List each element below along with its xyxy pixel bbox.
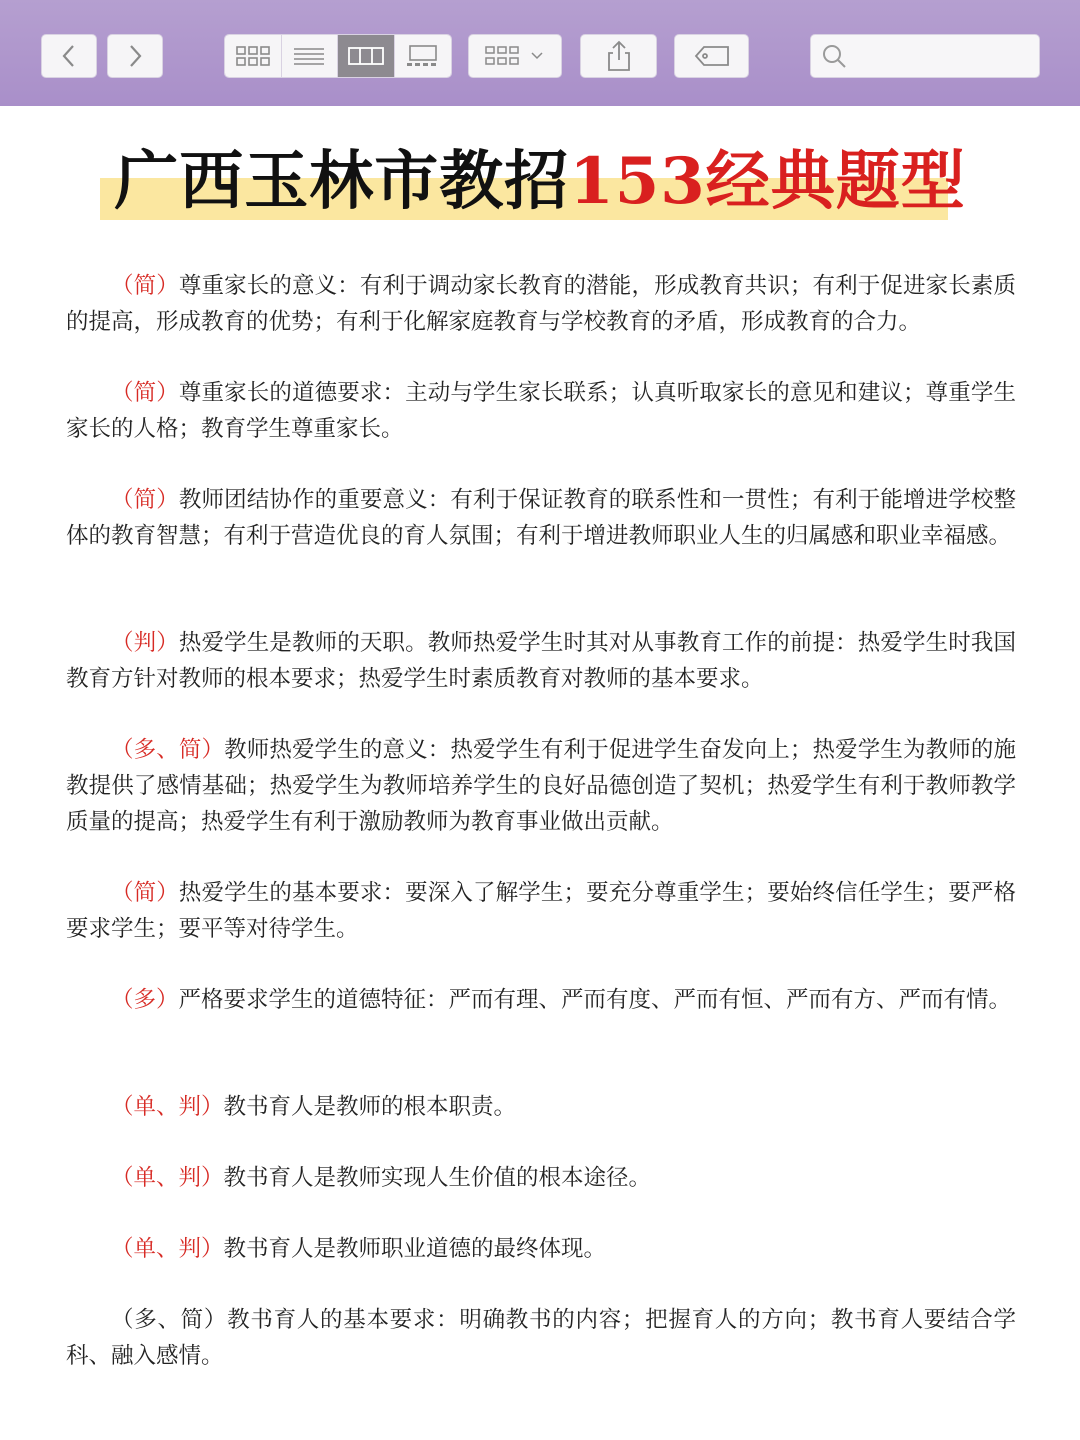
paragraph-text: 教师热爱学生的意义：热爱学生有利于促进学生奋发向上；热爱学生为教师的施教提供了感情基础；热爱学生为教师培养学生的良好品德创造了契机；热爱学生有利于教师教学质量的提高；热爱学生有利于激励教师为教育事业做出贡献。 — [66, 737, 1016, 835]
back-button[interactable] — [41, 34, 97, 78]
paragraph-text: 尊重家长的意义：有利于调动家长教育的潜能，形成教育共识；有利于促进家长素质的提高，形成教育的优势；有利于化解家庭教育与学校教育的矛盾，形成教育的合力。 — [66, 273, 1016, 335]
paragraph-text: 教书育人是教师职业道德的最终体现。 — [223, 1236, 607, 1262]
page-title-block — [0, 140, 1080, 230]
question-type-tag: （多、简） — [111, 1307, 228, 1333]
paragraph — [66, 625, 1016, 697]
group-by-button[interactable] — [468, 34, 562, 78]
tag-button[interactable] — [674, 34, 749, 78]
paragraph — [66, 1160, 651, 1196]
question-type-tag: （多、简） — [111, 737, 225, 763]
chevron-right-icon — [126, 43, 144, 69]
paragraph-text: 热爱学生是教师的天职。教师热爱学生时其对从事教育工作的前提：热爱学生时我国教育方针对教师的根本要求；热爱学生时素质教育对教师的基本要求。 — [66, 630, 1016, 692]
page-title — [0, 140, 1080, 224]
forward-button[interactable] — [107, 34, 163, 78]
paragraph — [66, 482, 1016, 554]
paragraph-text: 教书育人是教师实现人生价值的根本途径。 — [223, 1165, 652, 1191]
paragraph-text: 教书育人是教师的根本职责。 — [223, 1094, 517, 1120]
question-type-tag: （单、判） — [111, 1236, 224, 1262]
question-type-tag: （单、判） — [111, 1165, 224, 1191]
paragraph — [66, 375, 1016, 447]
question-type-tag: （简） — [111, 487, 179, 513]
paragraph-text: 严格要求学生的道德特征：严而有理、严而有度、严而有恒、严而有方、严而有情。 — [178, 987, 1012, 1013]
chevron-left-icon — [60, 43, 78, 69]
finder-toolbar — [0, 0, 1080, 106]
title-black-part: 广西玉林市教招 — [114, 144, 570, 219]
column-view-button[interactable] — [338, 35, 395, 77]
paragraph-text: 热爱学生的基本要求：要深入了解学生；要充分尊重学生；要始终信任学生；要严格要求学生；要平等对待学生。 — [66, 880, 1016, 942]
view-switcher — [224, 34, 452, 78]
group-by-icon — [480, 43, 550, 69]
paragraph — [66, 1302, 1016, 1374]
tag-icon — [692, 43, 732, 69]
gallery-view-icon — [404, 44, 442, 68]
paragraph-text: 尊重家长的道德要求：主动与学生家长联系；认真听取家长的意见和建议；尊重学生家长的人格；教育学生尊重家长。 — [66, 380, 1016, 442]
search-input[interactable] — [855, 46, 1029, 67]
question-type-tag: （多） — [111, 987, 179, 1013]
paragraph-text: 教师团结协作的重要意义：有利于保证教育的联系性和一贯性；有利于能增进学校整体的教育智慧；有利于营造优良的育人氛围；有利于增进教师职业人生的归属感和职业幸福感。 — [66, 487, 1016, 549]
list-view-icon — [292, 44, 326, 68]
title-red-part: 153经典题型 — [569, 144, 966, 219]
paragraph — [66, 875, 1016, 947]
grid-view-button[interactable] — [225, 35, 282, 77]
paragraph — [66, 1231, 606, 1267]
paragraph-text: 教书育人的基本要求：明确教书的内容；把握育人的方向；教书育人要结合学科、融入感情。 — [66, 1307, 1016, 1369]
paragraph — [66, 268, 1016, 340]
column-view-icon — [347, 44, 385, 68]
gallery-view-button[interactable] — [395, 35, 452, 77]
question-type-tag: （简） — [111, 380, 179, 406]
paragraph — [66, 1089, 516, 1125]
share-icon — [604, 39, 634, 73]
share-button[interactable] — [580, 34, 657, 78]
paragraph — [66, 982, 1011, 1018]
question-type-tag: （单、判） — [111, 1094, 224, 1120]
list-view-button[interactable] — [282, 35, 339, 77]
grid-view-icon — [234, 44, 272, 68]
question-type-tag: （简） — [111, 273, 179, 299]
question-type-tag: （简） — [111, 880, 179, 906]
search-field[interactable] — [810, 34, 1040, 78]
question-type-tag: （判） — [111, 630, 179, 656]
paragraph — [66, 732, 1016, 840]
search-icon — [821, 43, 847, 69]
